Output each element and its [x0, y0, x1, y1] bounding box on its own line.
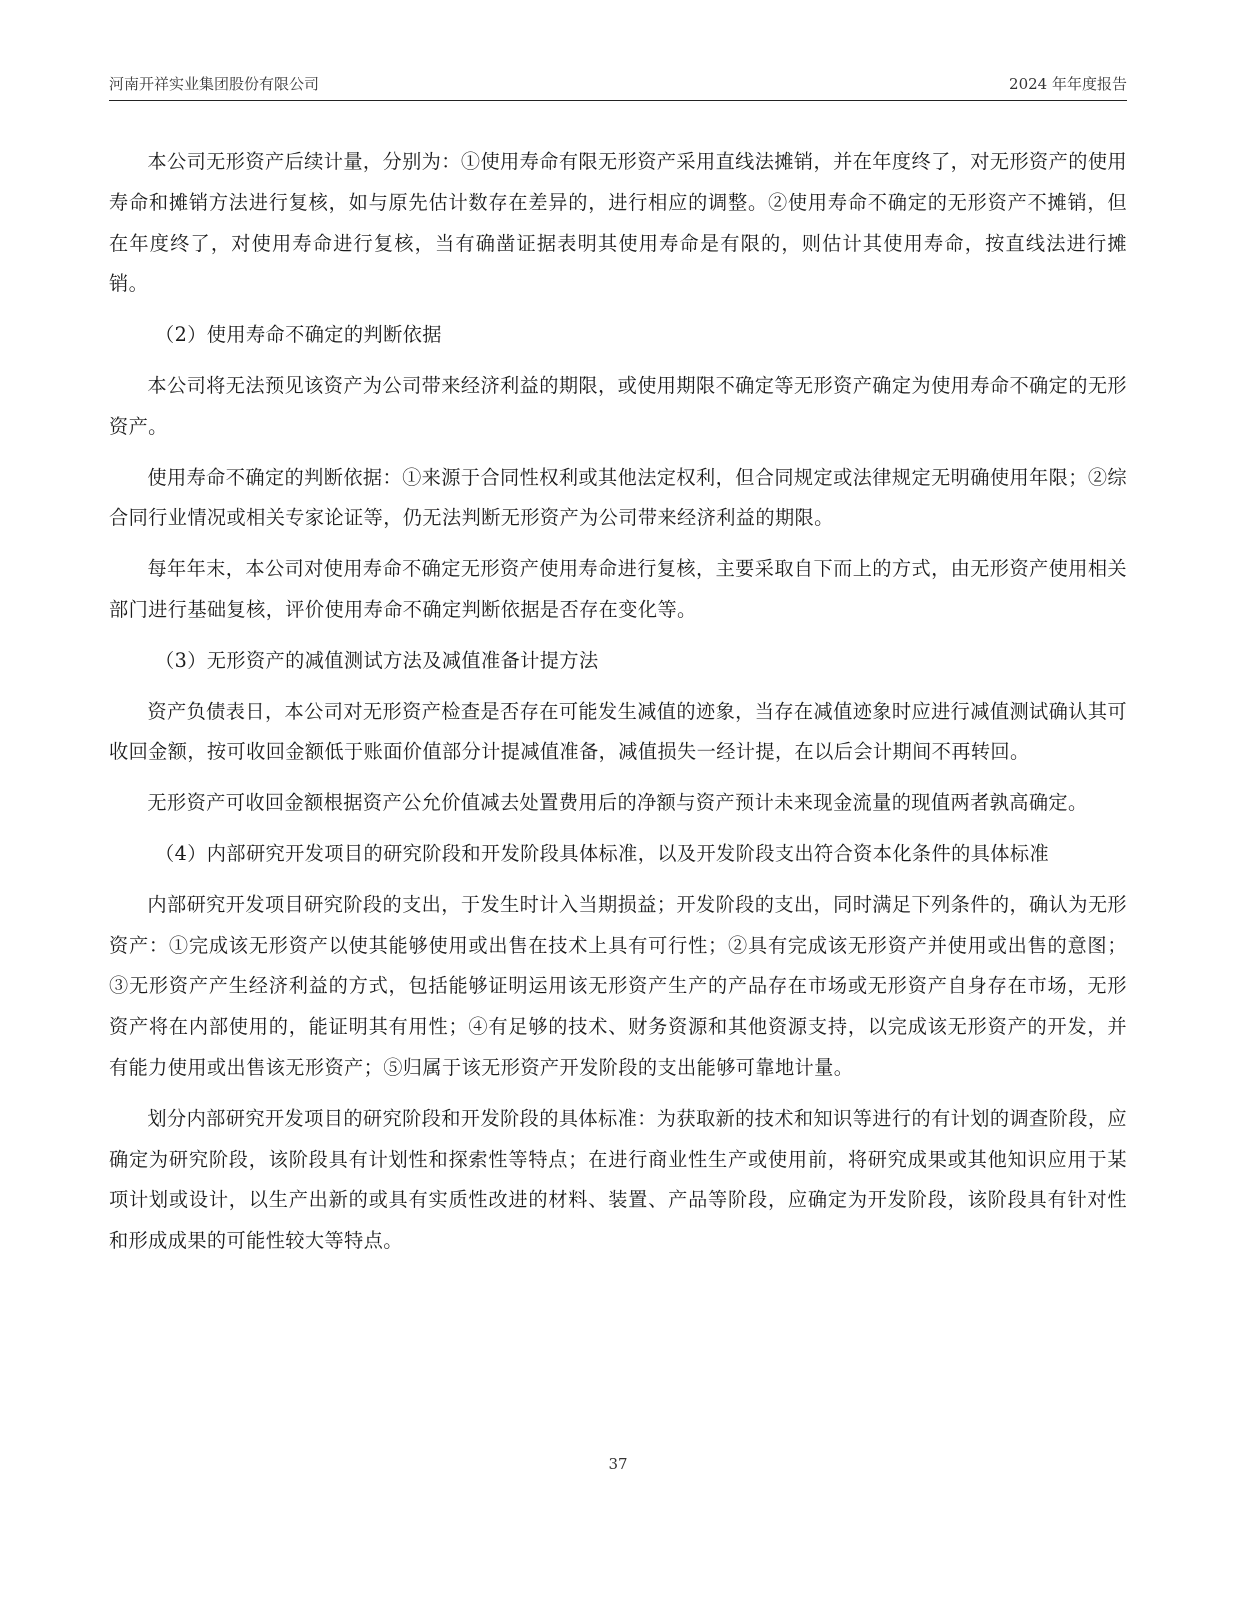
page-header [109, 72, 1127, 101]
paragraph-rd-stage-division: 划分内部研究开发项目的研究阶段和开发阶段的具体标准：为获取新的技术和知识等进行的有计划的调查阶段，应确定为研究阶段，该阶段具有计划性和探索性等特点；在进行商业性生产或使用前，将研究成果或其他知识应用于某项计划或设计，以生产出新的或具有实质性改进的材料、装置、产品等阶段，应确定为开发阶段，该阶段具有针对性和形成成果的可能性较大等特点。 [109, 1106, 1127, 1253]
main-content [109, 142, 1127, 1272]
paragraph-impairment-test: 资产负债表日，本公司对无形资产检查是否存在可能发生减值的迹象，当存在减值迹象时应进行减值测试确认其可收回金额，按可收回金额低于账面价值部分计提减值准备，减值损失一经计提，在以后会计期间不再转回。 [109, 699, 1127, 764]
section-heading-rd-criteria: （4）内部研究开发项目的研究阶段和开发阶段具体标准，以及开发阶段支出符合资本化条件的具体标准 [155, 841, 1050, 865]
paragraph-indefinite-basis: 使用寿命不确定的判断依据：①来源于合同性权利或其他法定权利，但合同规定或法律规定无明确使用年限；②综合同行业情况或相关专家论证等，仍无法判断无形资产为公司带来经济利益的期限。 [109, 465, 1127, 530]
section-heading-impairment: （3）无形资产的减值测试方法及减值准备计提方法 [155, 648, 599, 672]
company-name: 河南开祥实业集团股份有限公司 [109, 75, 320, 93]
report-title: 2024 年年度报告 [1009, 75, 1127, 93]
paragraph-annual-review: 每年年末，本公司对使用寿命不确定无形资产使用寿命进行复核，主要采取自下而上的方式，由无形资产使用相关部门进行基础复核，评价使用寿命不确定判断依据是否存在变化等。 [109, 557, 1127, 621]
page-number: 37 [608, 1455, 628, 1473]
paragraph-recoverable-amount: 无形资产可收回金额根据资产公允价值减去处置费用后的净额与资产预计未来现金流量的现值两者孰高确定。 [147, 791, 1088, 815]
paragraph-subsequent-measurement: 本公司无形资产后续计量，分别为：①使用寿命有限无形资产采用直线法摊销，并在年度终了，对无形资产的使用寿命和摊销方法进行复核，如与原先估计数存在差异的，进行相应的调整。②使用寿命不确定的无形资产不摊销，但在年度终了，对使用寿命进行复核，当有确凿证据表明其使用寿命是有限的，则估计其使用寿命，按直线法进行摊销。 [109, 150, 1127, 296]
section-heading-indefinite-life: （2）使用寿命不确定的判断依据 [155, 323, 442, 347]
paragraph-indefinite-definition: 本公司将无法预见该资产为公司带来经济利益的期限，或使用期限不确定等无形资产确定为使用寿命不确定的无形资产。 [109, 373, 1127, 438]
paragraph-rd-capitalization: 内部研究开发项目研究阶段的支出，于发生时计入当期损益；开发阶段的支出，同时满足下列条件的，确认为无形资产：①完成该无形资产以使其能够使用或出售在技术上具有可行性；②具有完成该无形资产并使用或出售的意图；③无形资产产生经济利益的方式，包括能够证明运用该无形资产生产的产品存在市场或无形资产自身存在市场，无形资产将在内部使用的，能证明其有用性；④有足够的技术、财务资源和其他资源支持，以完成该无形资产的开发，并有能力使用或出售该无形资产；⑤归属于该无形资产开发阶段的支出能够可靠地计量。 [109, 892, 1127, 1079]
